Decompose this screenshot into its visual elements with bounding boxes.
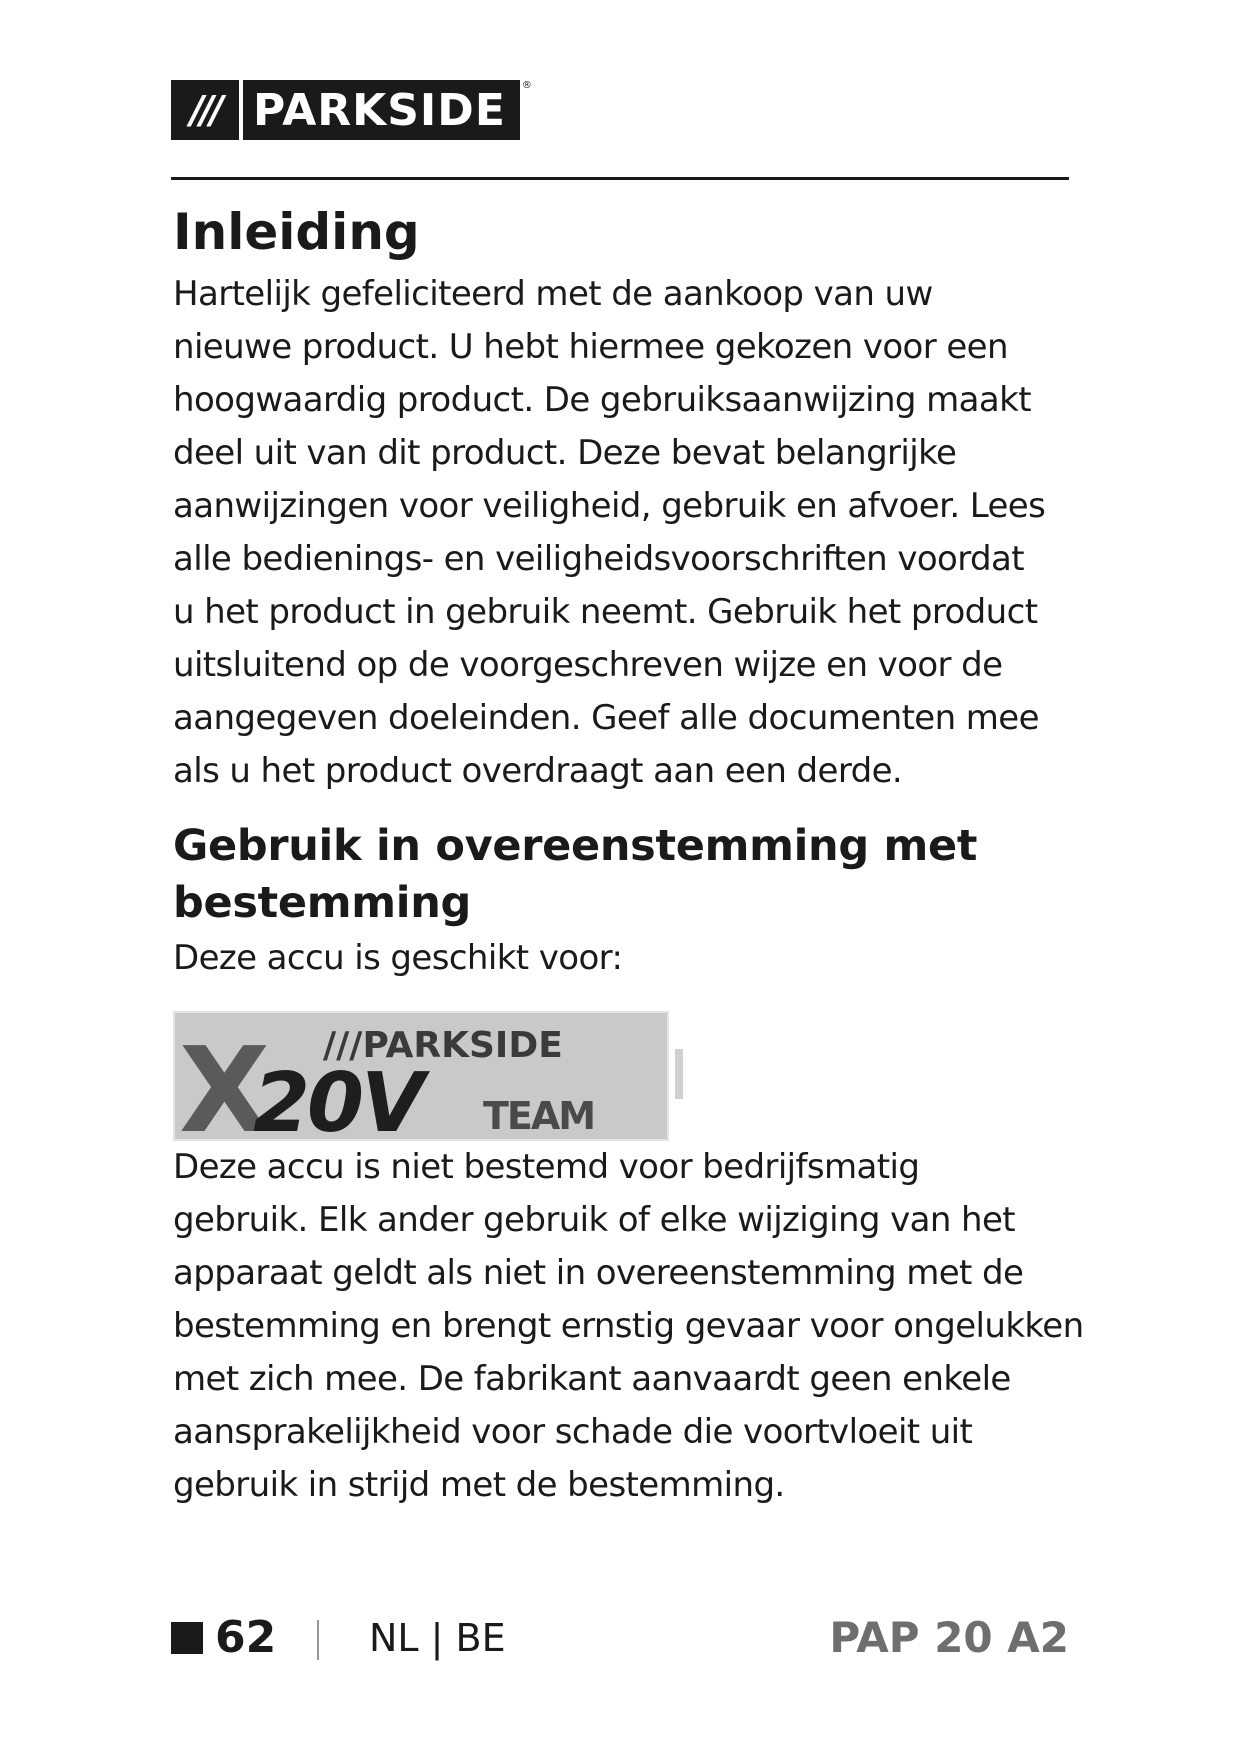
text-line: alle bedienings- en veiligheidsvoorschriften voordat xyxy=(173,539,1024,579)
logo-slashes: /// xyxy=(171,80,239,140)
text-line: gebruik. Elk ander gebruik of elke wijziging van het xyxy=(173,1200,1016,1240)
text-line: aangegeven doeleinden. Geef alle documenten mee xyxy=(173,698,1039,738)
suitable-for-text: Deze accu is geschikt voor: xyxy=(173,938,623,978)
logo-x: X xyxy=(179,1021,270,1139)
text-line: Hartelijk gefeliciteerd met de aankoop van uw xyxy=(173,274,933,314)
text-line: deel uit van dit product. Deze bevat belangrijke xyxy=(173,433,957,473)
footer-square-icon xyxy=(171,1622,203,1654)
intro-paragraph xyxy=(173,268,1093,798)
page-number: 62 xyxy=(215,1612,277,1663)
model-number: PAP 20 A2 xyxy=(829,1613,1069,1662)
text-line: apparaat geldt als niet in overeenstemming met de xyxy=(173,1253,1024,1293)
text-line: uitsluitend op de voorgeschreven wijze en voor de xyxy=(173,645,1003,685)
title-line: bestemming xyxy=(173,878,472,928)
logo-team: TEAM xyxy=(483,1094,595,1138)
x20v-team-logo xyxy=(173,1011,669,1141)
x20v-logo-graphic xyxy=(175,1013,667,1139)
logo-wordmark: PARKSIDE xyxy=(243,80,520,140)
page-content xyxy=(173,196,1093,1512)
text-line: met zich mee. De fabrikant aanvaardt geen enkele xyxy=(173,1359,1011,1399)
logo-parkside: ///PARKSIDE xyxy=(323,1025,563,1066)
page-footer xyxy=(171,1610,1069,1666)
section-title-intended-use xyxy=(173,818,1093,932)
text-line: u het product in gebruik neemt. Gebruik het product xyxy=(173,592,1038,632)
logo-tab xyxy=(675,1049,683,1099)
footer-separator xyxy=(317,1620,319,1660)
header-divider xyxy=(171,177,1069,180)
section-title-inleiding: Inleiding xyxy=(173,203,420,261)
text-line: hoogwaardig product. De gebruiksaanwijzing maakt xyxy=(173,380,1031,420)
text-line: nieuwe product. U hebt hiermee gekozen voor een xyxy=(173,327,1008,367)
registered-mark: ® xyxy=(521,80,532,91)
text-line: aansprakelijkheid voor schade die voortvloeit uit xyxy=(173,1412,973,1452)
language-label: NL | BE xyxy=(369,1616,506,1660)
text-line: Deze accu is niet bestemd voor bedrijfsmatig xyxy=(173,1147,920,1187)
parkside-logo xyxy=(171,80,532,140)
intended-use-paragraph xyxy=(173,1141,1093,1512)
logo-20v: 20V xyxy=(253,1056,422,1139)
text-line: als u het product overdraagt aan een derde. xyxy=(173,751,903,791)
text-line: aanwijzingen voor veiligheid, gebruik en afvoer. Lees xyxy=(173,486,1046,526)
title-line: Gebruik in overeenstemming met xyxy=(173,821,978,871)
text-line: gebruik in strijd met de bestemming. xyxy=(173,1465,785,1505)
text-line: bestemming en brengt ernstig gevaar voor ongelukken xyxy=(173,1306,1084,1346)
